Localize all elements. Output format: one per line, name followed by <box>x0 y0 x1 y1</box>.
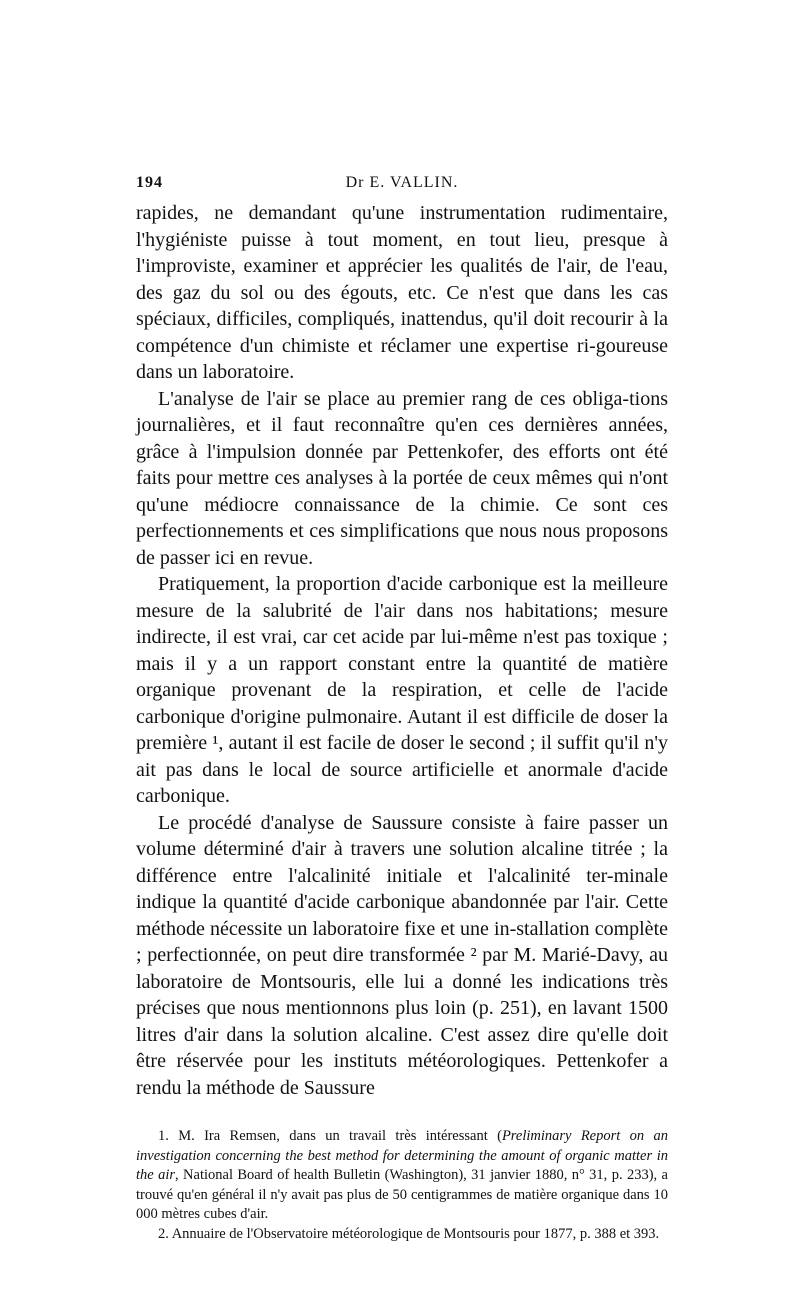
page-number: 194 <box>136 174 163 191</box>
page-header <box>136 172 668 200</box>
footnote-1-start: 1. M. Ira Remsen, dans un travail très intéressant ( <box>158 1128 502 1144</box>
paragraph-3: Pratiquement, la proportion d'acide carbonique est la meilleure mesure de la salubrité de l'air dans nos habitations; mesure indirecte, il est vrai, car cet acide par lui-même n'est pas toxique ; mais il y a un rapport constant entre la quantité de matière organique provenant de la respiration, et celle de l'acide carbonique d'origine pulmonaire. Autant il est difficile de doser la première ¹, autant il est facile de doser le second ; il suffit qu'il n'y ait pas dans le local de source artificielle et anormale d'acide carbonique. <box>136 573 668 807</box>
book-page <box>136 172 668 1244</box>
footnotes <box>136 1127 668 1244</box>
footnote-1-title: Preliminary Report on an investigation concerning the best method for determining the amount of organic matter in the air <box>136 1128 669 1183</box>
footnote-1 <box>136 1127 668 1225</box>
running-head: Dr E. VALLIN. <box>345 174 459 191</box>
paragraph-2: L'analyse de l'air se place au premier rang de ces obliga-tions journalières, et il faut reconnaître qu'en ces dernières années, grâce à l'impulsion donnée par Pettenkofer, des efforts ont été faits pour mettre ces analyses à la portée de ceux mêmes qui n'ont qu'une médiocre connaissance de la chimie. Ce sont ces perfectionnements et ces simplifications que nous nous proposons de passer ici en revue. <box>136 387 668 569</box>
paragraph-1: rapides, ne demandant qu'une instrumentation rudimentaire, l'hygiéniste puisse à tout moment, en tout lieu, presque à l'improviste, examiner et apprécier les qualités de l'air, de l'eau, des gaz du sol ou des égouts, etc. Ce n'est que dans les cas spéciaux, difficiles, compliqués, inattendus, qu'il doit recourir à la compétence d'un chimiste et réclamer une expertise ri-goureuse dans un laboratoire. <box>136 202 668 383</box>
footnote-2: 2. Annuaire de l'Observatoire météorologique de Montsouris pour 1877, p. 388 et 393. <box>158 1225 660 1242</box>
paragraph-4: Le procédé d'analyse de Saussure consiste à faire passer un volume déterminé d'air à travers une solution alcaline titrée ; la différence entre l'alcalinité initiale et l'alcalinité ter-minale indique la quantité d'acide carbonique abandonnée par l'air. Cette méthode nécessite un laboratoire fixe et une in-stallation complète ; perfectionnée, on peut dire transformée ² par M. Marié-Davy, au laboratoire de Montsouris, elle lui a donné les indications très précises que nous mentionnons plus loin (p. 251), en lavant 1500 litres d'air dans la solution alcaline. C'est assez dire qu'elle doit être réservée pour les instituts météorologiques. Pettenkofer a rendu la méthode de Saussure <box>136 811 668 1099</box>
body-text <box>136 200 668 1101</box>
footnote-1-end: , National Board of health Bulletin (Washington), 31 janvier 1880, n° 31, p. 233), a trouvé qu'en général il n'y avait pas plus de 50 centigrammes de matière organique dans 10 000 mètres cubes d'air. <box>136 1167 668 1222</box>
